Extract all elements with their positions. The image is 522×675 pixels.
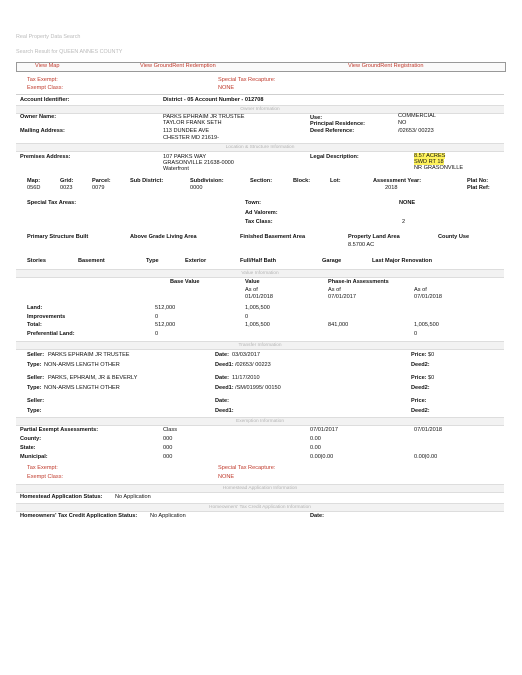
primary-structure-built-header: Primary Structure Built	[27, 234, 89, 240]
deed-reference-value: /02653/ 00223	[398, 128, 434, 134]
total-label: Total:	[27, 322, 42, 328]
property-land-area-header: Property Land Area	[348, 234, 400, 240]
premises-address-label: Premises Address:	[20, 154, 71, 160]
last-major-renovation-header: Last Major Renovation	[372, 258, 432, 264]
exemption-section-header	[16, 417, 504, 426]
date-2-value: 11/17/2010	[232, 375, 260, 381]
grid-header: Grid:	[60, 178, 74, 184]
plat-no-header: Plat No:	[467, 178, 489, 184]
legal-description-3: NR GRASONVILLE	[414, 165, 464, 171]
land-value: 1,005,500	[245, 305, 270, 311]
county-value-1: 0.00	[310, 436, 321, 442]
transfer-section-title: Transfer Information	[238, 343, 282, 348]
land-label: Land:	[27, 305, 43, 311]
type-2-value: NON-ARMS LENGTH OTHER	[44, 385, 120, 391]
block-header: Block:	[293, 178, 311, 184]
state-class: 000	[163, 445, 173, 451]
transfer-section-header	[16, 341, 504, 350]
date-1-value: 03/03/2017	[232, 352, 260, 358]
date-1-label: Date:	[215, 352, 229, 358]
type-1-label: Type:	[27, 362, 42, 368]
stories-header: Stories	[27, 258, 46, 264]
date-2-label: Date:	[215, 375, 229, 381]
divider	[16, 94, 504, 95]
deed1-2-value: /SM/01995/ 00150	[235, 385, 281, 391]
basement-header: Basement	[78, 258, 105, 264]
value-header: Value	[245, 279, 260, 285]
state-value-1: 0.00	[310, 445, 321, 451]
search-result-heading: Search Result for QUEEN ANNES COUNTY	[16, 49, 123, 55]
value-section-header	[16, 269, 504, 278]
exemption-section-title: Exemption Information	[236, 419, 284, 424]
finished-basement-area-header: Finished Basement Area	[240, 234, 306, 240]
value-as-of-label: As of	[245, 287, 258, 293]
special-tax-recapture-value: NONE	[218, 85, 235, 91]
htc-date-label: Date:	[310, 513, 324, 519]
htc-status-label: Homeowners' Tax Credit Application Status:	[20, 513, 138, 519]
grid-value: 0023	[60, 185, 73, 191]
deed2-2-label: Deed2:	[411, 385, 430, 391]
exempt-date-2: 07/01/2018	[414, 427, 442, 433]
deed1-1-label: Deed1:	[215, 362, 234, 368]
exterior-header: Exterior	[185, 258, 207, 264]
preferential-land-base-value: 0	[155, 331, 159, 337]
town-value: NONE	[399, 200, 416, 206]
map-value: 056D	[27, 185, 41, 191]
view-groundrent-redemption-link[interactable]: View GroundRent Redemption	[140, 63, 216, 69]
improvements-value: 0	[245, 314, 249, 320]
value-section-title: Value Information	[241, 271, 279, 276]
htc-section-title: Homeowners' Tax Credit Application Information	[209, 505, 311, 510]
homestead-section-header	[16, 484, 504, 493]
account-identifier-label: Account Identifier:	[20, 97, 70, 103]
deed2-1-label: Deed2:	[411, 362, 430, 368]
homestead-status-label: Homestead Application Status:	[20, 494, 103, 500]
state-label: State:	[20, 445, 36, 451]
use-label: Use:	[310, 115, 323, 121]
principal-residence-value: NO	[398, 120, 407, 126]
type-1-value: NON-ARMS LENGTH OTHER	[44, 362, 120, 368]
homestead-status-value: No Application	[115, 494, 151, 500]
location-section-title: Location & Structure Information	[225, 145, 295, 150]
exemption-special-tax-recapture-label: Special Tax Recapture:	[218, 465, 276, 471]
owner-name-1: PARKS EPHRAIM JR TRUSTEE	[163, 114, 245, 120]
legal-description-1: 8.57 ACRES	[414, 153, 446, 159]
mailing-address-2: CHESTER MD 21619-	[163, 135, 219, 141]
county-class: 000	[163, 436, 173, 442]
land-base-value: 512,000	[155, 305, 176, 311]
total-phase2: 1,005,500	[414, 322, 439, 328]
htc-section-header	[16, 503, 504, 512]
lot-header: Lot:	[330, 178, 341, 184]
premises-address-1: 107 PARKS WAY	[163, 154, 207, 160]
type-2-label: Type:	[27, 385, 42, 391]
sub-district-header: Sub District:	[130, 178, 164, 184]
use-value: COMMERCIAL	[398, 113, 436, 119]
seller-2-value: PARKS, EPHRAIM, JR & BEVERLY	[48, 375, 138, 381]
type-3-label: Type:	[27, 408, 42, 414]
price-3-label: Price:	[411, 398, 427, 404]
phase2-as-of-date: 07/01/2018	[414, 294, 442, 300]
location-section-header	[16, 143, 504, 152]
county-use-header: County Use	[438, 234, 470, 240]
preferential-land-label: Preferential Land:	[27, 331, 75, 337]
deed-reference-label: Deed Reference:	[310, 128, 355, 134]
seller-3-label: Seller:	[27, 398, 45, 404]
total-phase1: 841,000	[328, 322, 349, 328]
municipal-class: 000	[163, 454, 173, 460]
price-1-label: Price:	[411, 352, 427, 358]
mailing-address-label: Mailing Address:	[20, 128, 65, 134]
tax-exempt-label: Tax Exempt:	[27, 77, 58, 83]
view-groundrent-registration-link[interactable]: View GroundRent Registration	[348, 63, 424, 69]
date-3-label: Date:	[215, 398, 229, 404]
phase1-as-of-label: As of	[328, 287, 341, 293]
map-header: Map:	[27, 178, 41, 184]
assessment-year-value: 2018	[385, 185, 398, 191]
special-tax-areas-label: Special Tax Areas:	[27, 200, 77, 206]
seller-2-label: Seller:	[27, 375, 45, 381]
plat-ref-label: Plat Ref:	[467, 185, 490, 191]
exempt-class-label: Exempt Class:	[27, 85, 64, 91]
deed1-2-label: Deed1:	[215, 385, 234, 391]
partial-exempt-assessments-label: Partial Exempt Assessments:	[20, 427, 99, 433]
county-label: County:	[20, 436, 42, 442]
deed1-1-value: /02653/ 00223	[235, 362, 271, 368]
above-grade-living-area-header: Above Grade Living Area	[130, 234, 197, 240]
exempt-date-1: 07/01/2017	[310, 427, 338, 433]
htc-status-value: No Application	[150, 513, 186, 519]
improvements-label: Improvements	[27, 314, 66, 320]
ad-valorem-label: Ad Valorem:	[245, 210, 278, 216]
total-value: 1,005,500	[245, 322, 270, 328]
principal-residence-label: Principal Residence:	[310, 121, 366, 127]
seller-1-label: Seller:	[27, 352, 45, 358]
link-toolbar	[16, 62, 506, 72]
base-value-header: Base Value	[170, 279, 200, 285]
municipal-label: Municipal:	[20, 454, 48, 460]
view-map-link[interactable]: View Map	[35, 63, 60, 69]
total-base-value: 512,000	[155, 322, 176, 328]
exempt-class-header: Class	[163, 427, 177, 433]
deed2-3-label: Deed2:	[411, 408, 430, 414]
phase2-as-of-label: As of	[414, 287, 427, 293]
garage-header: Garage	[322, 258, 342, 264]
parcel-header: Parcel:	[92, 178, 111, 184]
premises-address-3: Waterfront	[163, 166, 189, 172]
improvements-base-value: 0	[155, 314, 159, 320]
page-title: Real Property Data Search	[16, 34, 81, 40]
town-label: Town:	[245, 200, 262, 206]
phase1-as-of-date: 07/01/2017	[328, 294, 356, 300]
homestead-section-title: Homestead Application Information	[222, 486, 298, 491]
price-2-value: $0	[428, 375, 435, 381]
property-land-area-value: 8.5700 AC	[348, 242, 375, 248]
seller-1-value: PARKS EPHRAIM JR TRUSTEE	[48, 352, 130, 358]
deed1-3-label: Deed1:	[215, 408, 234, 414]
subdivision-value: 0000	[190, 185, 203, 191]
parcel-value: 0079	[92, 185, 105, 191]
tax-class-value: 2	[402, 219, 406, 225]
owner-section-title: Owner Information	[240, 107, 280, 112]
exemption-special-tax-recapture-value: NONE	[218, 474, 235, 480]
legal-description-label: Legal Description:	[310, 154, 359, 160]
legal-description-2: SWD RT 18	[414, 159, 444, 165]
mailing-address-1: 113 DUNDEE AVE	[163, 128, 210, 134]
section-header: Section:	[250, 178, 273, 184]
exemption-exempt-class-label: Exempt Class:	[27, 474, 64, 480]
special-tax-recapture-label: Special Tax Recapture:	[218, 77, 276, 83]
municipal-value-2: 0.00|0.00	[414, 454, 438, 460]
value-as-of-date: 01/01/2018	[245, 294, 273, 300]
premises-address-2: GRASONVILLE 21638-0000	[163, 160, 234, 166]
phase-in-assessments-header: Phase-in Assessments	[328, 279, 389, 285]
subdivision-header: Subdivision:	[190, 178, 224, 184]
price-2-label: Price:	[411, 375, 427, 381]
exemption-tax-exempt-label: Tax Exempt:	[27, 465, 58, 471]
owner-name-label: Owner Name:	[20, 114, 57, 120]
owner-name-2: TAYLOR FRANK SETH	[163, 120, 222, 126]
price-1-value: $0	[428, 352, 435, 358]
assessment-year-header: Assessment Year:	[373, 178, 422, 184]
preferential-land-phase2: 0	[414, 331, 418, 337]
municipal-value-1: 0.00|0.00	[310, 454, 334, 460]
type-header: Type	[146, 258, 159, 264]
tax-class-label: Tax Class:	[245, 219, 273, 225]
account-identifier-value: District - 05 Account Number - 012708	[163, 97, 264, 103]
full-half-bath-header: Full/Half Bath	[240, 258, 277, 264]
